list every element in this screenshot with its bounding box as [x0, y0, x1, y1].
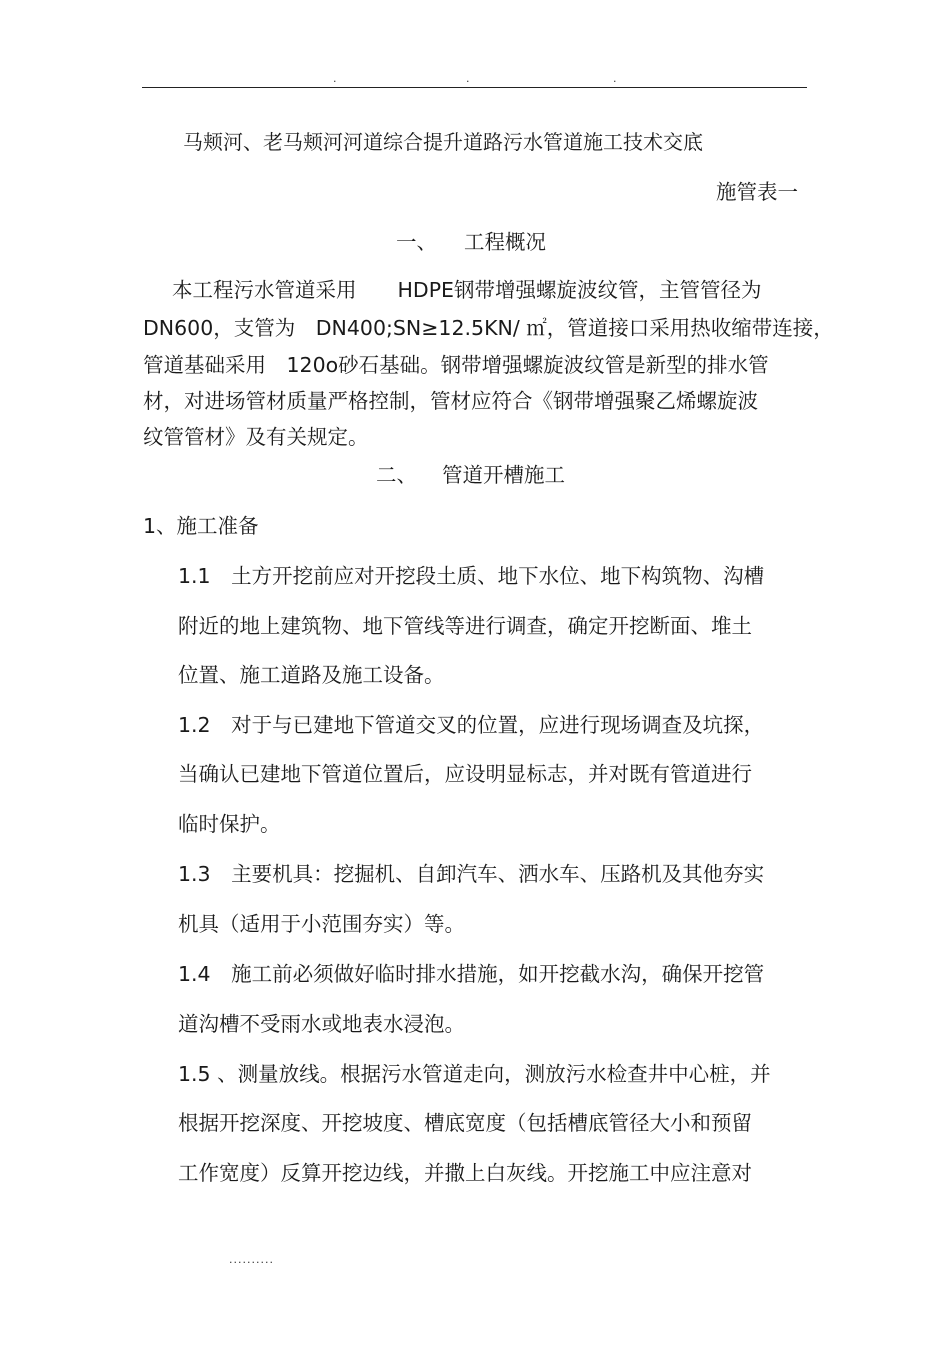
- item-line: 1.1 土方开挖前应对开挖段土质、地下水位、地下构筑物、沟槽: [178, 564, 765, 588]
- item-line: 机具（适用于小范围夯实）等。: [178, 912, 465, 936]
- header-dot: .: [333, 72, 337, 85]
- item-line: 1.2 对于与已建地下管道交叉的位置，应进行现场调查及坑探，: [178, 713, 765, 737]
- item-line: 1.3 主要机具：挖掘机、自卸汽车、洒水车、压路机及其他夯实: [178, 862, 765, 886]
- item-line: 道沟槽不受雨水或地表水浸泡。: [178, 1012, 465, 1036]
- header-dots: [0, 73, 950, 85]
- item-line: 当确认已建地下管道位置后，应设明显标志，并对既有管道进行: [178, 762, 752, 786]
- header-rule: [142, 87, 807, 88]
- header-dot: .: [466, 72, 470, 85]
- subheading: 1、施工准备: [143, 514, 259, 538]
- paragraph-line: 材，对进场管材质量严格控制，管材应符合《钢带增强聚乙烯螺旋波: [143, 389, 758, 413]
- form-label: 施管表一: [716, 180, 798, 204]
- footer-dots: ..........: [229, 1253, 274, 1266]
- paragraph-line: 本工程污水管道采用 HDPE钢带增强螺旋波纹管，主管管径为: [172, 278, 762, 302]
- paragraph-line: DN600，支管为 DN400;SN≥12.5KN/ ㎡，管道接口采用热收缩带连接，: [143, 316, 834, 340]
- section-1-number: 一、: [396, 230, 437, 254]
- section-2-number: 二、: [376, 463, 417, 487]
- item-line: 位置、施工道路及施工设备。: [178, 663, 445, 687]
- item-line: 工作宽度）反算开挖边线，并撒上白灰线。开挖施工中应注意对: [178, 1161, 752, 1185]
- paragraph-line: 纹管管材》及有关规定。: [143, 425, 369, 449]
- section-2-heading: 管道开槽施工: [442, 463, 565, 487]
- paragraph-line: 管道基础采用 120o砂石基础。钢带增强螺旋波纹管是新型的排水管: [143, 353, 769, 377]
- item-line: 根据开挖深度、开挖坡度、槽底宽度（包括槽底管径大小和预留: [178, 1111, 752, 1135]
- item-line: 1.5 、测量放线。根据污水管道走向，测放污水检查井中心桩，并: [178, 1062, 771, 1086]
- item-line: 临时保护。: [178, 812, 281, 836]
- item-line: 附近的地上建筑物、地下管线等进行调查，确定开挖断面、堆土: [178, 614, 752, 638]
- section-1-heading: 工程概况: [464, 230, 546, 254]
- document-title: 马颊河、老马颊河河道综合提升道路污水管道施工技术交底: [183, 130, 703, 154]
- item-line: 1.4 施工前必须做好临时排水措施，如开挖截水沟，确保开挖管: [178, 962, 765, 986]
- header-dot: .: [613, 72, 617, 85]
